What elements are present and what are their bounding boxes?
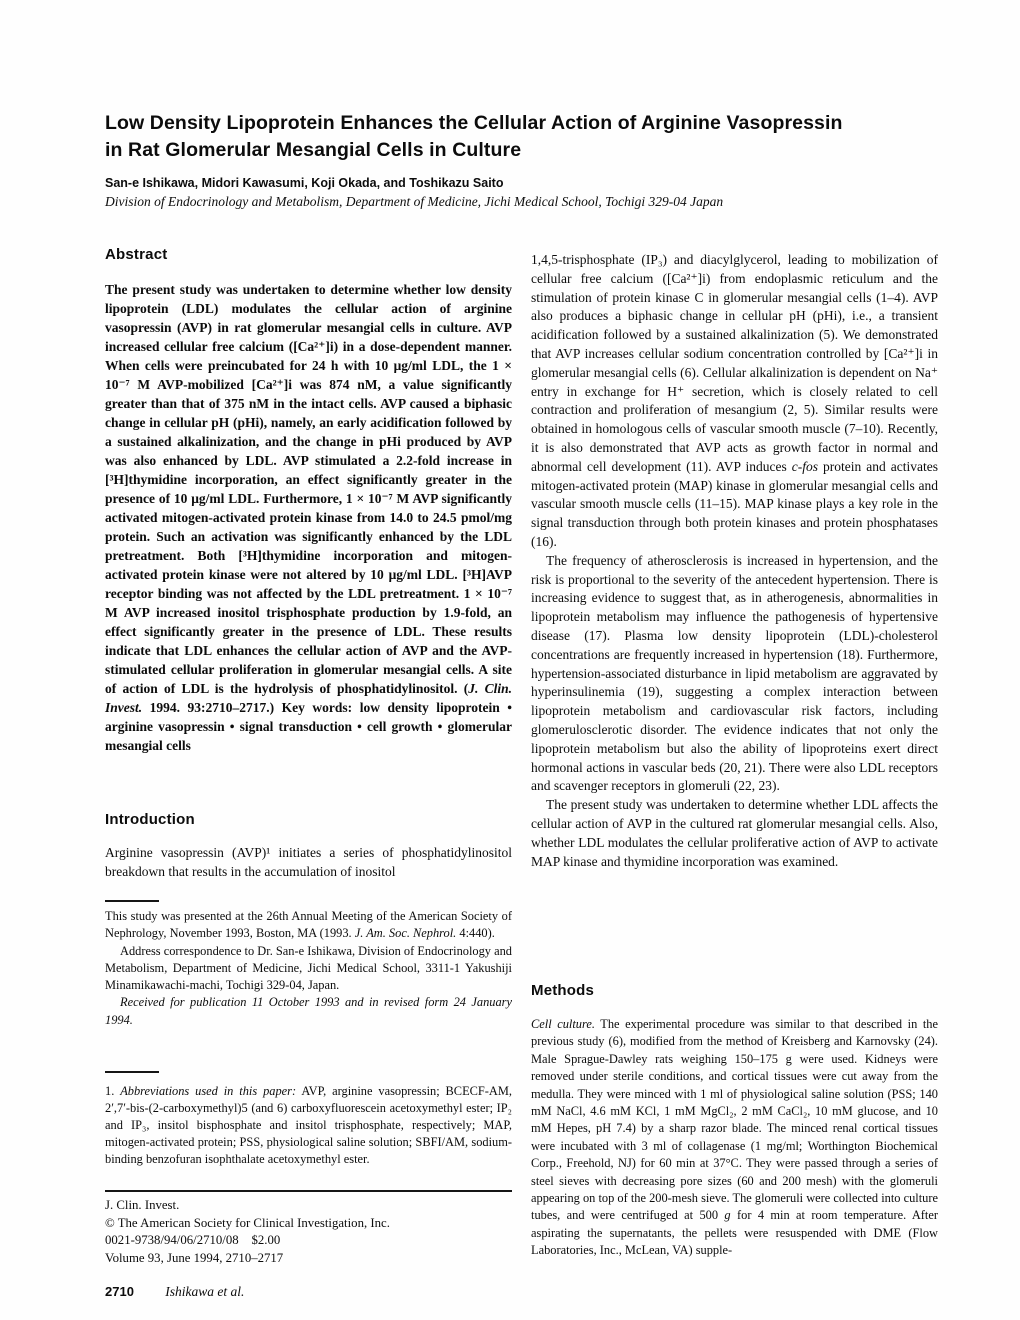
title-block bbox=[105, 110, 940, 210]
body-paragraph-2: The frequency of atherosclerosis is increased in hypertension, and the risk is proportional to the severity of the antecedent hypertension. There is increasing evidence to suggest that, as in atherogenesis, abnormalities in lipoprotein metabolism may influence the pathogenesis of hypertensive disease (17). Plasma low density lipoprotein (LDL)-cholesterol concentrations are frequently increased in hypertension (18). Furthermore, hypertension-associated disturbance in lipid metabolism are aggravated by hyperinsulinemia (19), suggesting a complex interaction between lipoprotein metabolism and cardiovascular risk factors, including glomerulosclerotic disorder. The evidence indicates that not only the lipoprotein metabolism but also the ability of lipoproteins exert direct hormonal actions in vascular beds (20, 21). There were also LDL receptors and scavenger receptors in glomeruli (22, 23). bbox=[531, 552, 938, 794]
paper-title bbox=[105, 110, 940, 163]
footnote-block bbox=[105, 908, 512, 1029]
body-paragraph-3: The present study was undertaken to determine whether LDL affects the cellular action of AVP in the cultured rat glomerular mesangial cells. Also, whether LDL modulates the cellular proliferative action of AVP to activate MAP kinase and thymidine incorporation was examined. bbox=[531, 797, 938, 869]
paper-title-line2: in Rat Glomerular Mesangial Cells in Culture bbox=[105, 138, 522, 161]
body-paragraph-1: 1,4,5-trisphosphate (IP₃) and diacylglycerol, leading to mobilization of cellular free calcium ([Ca²⁺]i) from endoplasmic reticulum and the stimulation of protein kinase C in glomerular mesangial cells (1–4). AVP also produces a biphasic change in cellular pH (pHi), i.e., a transient acidification followed by a sustained alkalinization (5). We demonstrated that AVP increases cellular sodium concentration controlled by [Ca²⁺]i in glomerular mesangial cells (6). Cellular alkalinization is dependent on Na⁺ entry in exchange for H⁺ secretion, which is closely related to cell contraction and proliferation of mesangium (2, 5). Similar results were obtained in homologous cells of vascular smooth muscle (7–10). Recently, it is also demonstrated that AVP acts as growth factor in normal and abnormal cell development (11). AVP induces c-fos protein and activates mitogen-activated protein (MAP) kinase in glomerular mesangial cells and vascular smooth muscle cells (11–15). MAP kinase plays a key role in the signal transduction through both protein kinases and protein phosphatases (16). bbox=[531, 252, 938, 549]
abstract-heading: Abstract bbox=[105, 246, 168, 263]
footnote-divider-top bbox=[105, 900, 159, 902]
methods-heading: Methods bbox=[531, 982, 595, 999]
authors-line: San-e Ishikawa, Midori Kawasumi, Koji Okada, and Toshikazu Saito bbox=[105, 176, 504, 190]
left-column bbox=[105, 246, 512, 1276]
footnote-received: Received for publication 11 October 1993 and in revised form 24 January 1994. bbox=[105, 995, 512, 1027]
introduction-heading: Introduction bbox=[105, 811, 195, 828]
paper-title-line1: Low Density Lipoprotein Enhances the Cellular Action of Arginine Vasopressin bbox=[105, 112, 843, 134]
journal-info-divider bbox=[105, 1190, 512, 1192]
journal-info-block bbox=[105, 1197, 512, 1267]
page-footer bbox=[105, 1284, 244, 1300]
introduction-text: Arginine vasopressin (AVP)¹ initiates a series of phosphatidylinositol breakdown that results in the accumulation of inositol bbox=[105, 845, 512, 879]
running-authors: Ishikawa et al. bbox=[165, 1284, 245, 1299]
footnote-presented: This study was presented at the 26th Annual Meeting of the American Society of Nephrology, November 1993, Boston, MA (1993. J. Am. Soc. Nephrol. 4:440). bbox=[105, 909, 512, 941]
journal-issn-price: 0021-9738/94/06/2710/08 $2.00 bbox=[105, 1233, 281, 1248]
journal-volume: Volume 93, June 1994, 2710–2717 bbox=[105, 1250, 284, 1265]
page-number: 2710 bbox=[105, 1284, 134, 1299]
right-column-body bbox=[531, 251, 938, 871]
abbreviations-footnote: 1. Abbreviations used in this paper: AVP, arginine vasopressin; BCECF-AM, 2′,7′-bis-(2-carboxymethyl)5 (and 6) carboxyfluorescein acetoxymethyl ester; IP₂ and IP₃, insitol bisphosphate and insitol trisphosphate, respectively; MAP, mitogen-activated protein; PSS, physiological saline solution; SBFI/AM, sodium-binding benzofuran isophthalate acetoxymethyl ester. bbox=[105, 1084, 512, 1166]
methods-text: Cell culture. The experimental procedure was similar to that described in the previous study (6), modified from the method of Kreisberg and Karnovsky (24). Male Sprague-Dawley rats weighing 150–175 g were used. Kidneys were removed under sterile conditions, and cortical tissues were cut away from the medulla. They were minced with 1 ml of physiological saline solution (PSS; 140 mM NaCl, 4.6 mM KCl, 1 mM MgCl₂, 2 mM CaCl₂, 10 mM glucose, and 10 mM Hepes, pH 7.4) by a sharp razor blade. The minced renal cortical tissues were incubated with 3 ml of collagenase (1 mg/ml; Worthington Biochemical Corp., Freehold, NJ) for 60 min at 37°C. They were passed through a series of steel sieves with decreasing pore sizes (60 and 200 mesh) with the glomeruli appearing on top of the 200-mesh sieve. The glomeruli were collected into culture tubes, and were centrifuged at 500 g for 4 min at room temperature. After aspirating the supernatants, the pellets were resuspended with DME (Flow Laboratories, Inc., McLean, VA) supple- bbox=[531, 1017, 939, 1258]
footnote-correspondence: Address correspondence to Dr. San-e Ishikawa, Division of Endocrinology and Metabolism, Department of Medicine, Jichi Medical School, 3311-1 Yakushiji Minamikawachi-machi, Tochigi 329-04, Japan. bbox=[105, 943, 512, 993]
journal-name: J. Clin. Invest. bbox=[105, 1198, 180, 1212]
footnote-divider-abbreviations bbox=[105, 1071, 159, 1073]
abstract-text: The present study was undertaken to determine whether low density lipoprotein (LDL) modulates the cellular action of arginine vasopressin (AVP) in rat glomerular mesangial cells in culture. AVP increased cellular free calcium ([Ca²⁺]i) in a dose-dependent manner. When cells were preincubated for 24 h with 10 μg/ml LDL, the 1 × 10⁻⁷ M AVP-mobilized [Ca²⁺]i was 874 nM, a value significantly greater than that of 375 nM in the intact cells. AVP caused a biphasic change in cellular pH (pHi), namely, an early acidification followed by a sustained alkalinization, and the change in pHi produced by AVP was also enhanced by LDL. AVP stimulated a 2.2-fold increase in [³H]thymidine incorporation, an effect significantly greater in the presence of 10 μg/ml LDL. Furthermore, 1 × 10⁻⁷ M AVP significantly activated mitogen-activated protein kinase from 14.0 to 24.5 pmol/mg protein. Such an activation was significantly enhanced by the LDL pretreatment. Both [³H]thymidine incorporation and mitogen-activated protein kinase were not altered by 10 μg/ml LDL. [³H]AVP receptor binding was not affected by the LDL pretreatment. 1 × 10⁻⁷ M AVP increased inositol trisphosphate production by 1.9-fold, an effect significantly greater in the presence of LDL. These results indicate that LDL enhances the cellular action of AVP and the AVP-stimulated cellular proliferation in glomerular mesangial cells. A site of action of LDL is the hydrolysis of phosphatidylinositol. (J. Clin. Invest. 1994. 93:2710–2717.) Key words: low density lipoprotein • arginine vasopressin • signal transduction • cell growth • glomerular mesangial cells bbox=[105, 282, 512, 753]
journal-copyright: © The American Society for Clinical Investigation, Inc. bbox=[105, 1215, 390, 1230]
affiliation-line: Division of Endocrinology and Metabolism, Department of Medicine, Jichi Medical School, Tochigi 329-04 Japan bbox=[105, 194, 724, 209]
right-column bbox=[531, 247, 938, 1277]
